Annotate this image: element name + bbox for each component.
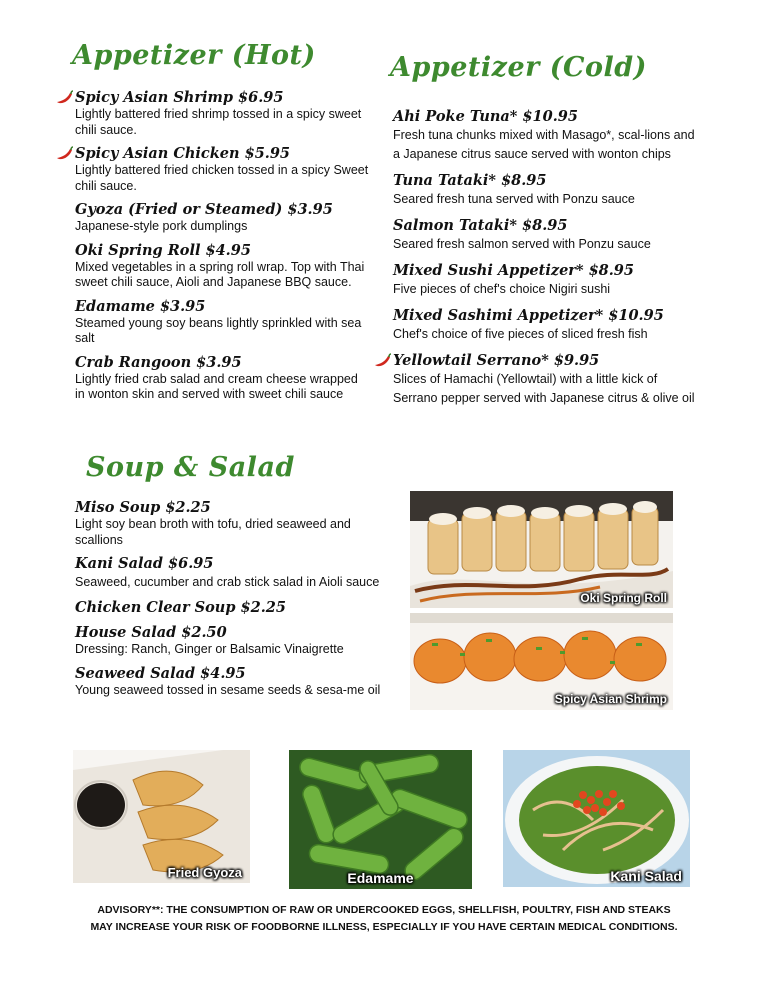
- spring-roll-photo: [410, 491, 673, 608]
- menu-item: [393, 107, 698, 164]
- item-name: Crab Rangoon $3.95: [75, 353, 242, 371]
- item-description: Light soy bean broth with tofu, dried seaweed and scallions: [75, 517, 351, 547]
- menu-item: [75, 598, 385, 617]
- photo-caption: Kani Salad: [610, 868, 682, 884]
- item-description: Steamed young soy beans lightly sprinkled with sea salt: [75, 315, 362, 345]
- item-description: Chef's choice of five pieces of sliced fresh fish: [393, 327, 648, 341]
- item-name: Ahi Poke Tuna* $10.95: [393, 108, 578, 125]
- item-description: Dressing: Ranch, Ginger or Balsamic Vinaigrette: [75, 642, 344, 656]
- hot-appetizer-list: [75, 88, 370, 409]
- menu-item: [393, 171, 698, 209]
- menu-item: [75, 297, 370, 347]
- item-name: Oki Spring Roll $4.95: [75, 241, 251, 259]
- item-description: Slices of Hamachi (Yellowtail) with a little kick of Serrano pepper served with Japanese citrus & olive oil: [393, 372, 695, 405]
- chili-pepper-icon: [56, 90, 74, 106]
- item-name: Salmon Tataki* $8.95: [393, 217, 568, 234]
- menu-item: [75, 200, 370, 235]
- chili-pepper-icon: [56, 146, 74, 162]
- photo-caption: Spicy Asian Shrimp: [554, 692, 667, 706]
- item-name: Chicken Clear Soup $2.25: [75, 599, 286, 616]
- item-description: Young seaweed tossed in sesame seeds & sesa-me oil: [75, 682, 381, 697]
- item-description: Seared fresh tuna served with Ponzu sauce: [393, 192, 635, 206]
- kani-salad-photo: [503, 750, 690, 887]
- item-name: Seaweed Salad $4.95: [75, 664, 246, 682]
- appetizer-cold-title: Appetizer (Cold): [390, 52, 647, 83]
- menu-item: [393, 351, 698, 408]
- menu-item: [75, 144, 370, 194]
- advisory-line-2: MAY INCREASE YOUR RISK OF FOODBORNE ILLNESS, ESPECIALLY IF YOU HAVE CERTAIN MEDICAL CONDITIONS.: [90, 921, 678, 933]
- menu-item: [75, 554, 385, 592]
- cold-appetizer-list: [393, 107, 698, 414]
- item-name: Spicy Asian Chicken $5.95: [75, 145, 291, 162]
- item-description: Fresh tuna chunks mixed with Masago*, scal-lions and a Japanese citrus sauce served with wonton chips: [393, 128, 695, 161]
- item-name: Spicy Asian Shrimp $6.95: [75, 89, 284, 106]
- item-name: Mixed Sashimi Appetizer* $10.95: [393, 307, 664, 324]
- soup-salad-list: [75, 498, 385, 704]
- item-name: Yellowtail Serrano* $9.95: [393, 352, 600, 369]
- edamame-photo: [289, 750, 472, 889]
- fried-gyoza-photo: [73, 750, 250, 883]
- gyoza-illustration: [73, 750, 250, 883]
- menu-item: [393, 216, 698, 254]
- menu-item: [75, 664, 385, 699]
- item-description: Lightly battered fried shrimp tossed in a spicy sweet chili sauce.: [75, 107, 362, 137]
- menu-item: [75, 623, 385, 658]
- item-name: Kani Salad $6.95: [75, 555, 214, 572]
- menu-item: [75, 353, 370, 403]
- menu-item: [75, 88, 370, 138]
- menu-item: [75, 241, 370, 291]
- spicy-shrimp-photo: [410, 613, 673, 710]
- chili-pepper-icon: [374, 353, 392, 369]
- kani-salad-illustration: [503, 750, 690, 887]
- item-description: Mixed vegetables in a spring roll wrap. Top with Thai sweet chili sauce, Aioli and Japanese BBQ sauce.: [75, 259, 365, 289]
- item-description: Japanese-style pork dumplings: [75, 219, 248, 233]
- edamame-illustration: [289, 750, 472, 889]
- menu-item: [393, 261, 698, 299]
- advisory-notice: [0, 902, 768, 936]
- photo-caption: Oki Spring Roll: [580, 591, 667, 605]
- item-description: Seared fresh salmon served with Ponzu sauce: [393, 237, 651, 251]
- item-name: Edamame $3.95: [75, 297, 206, 315]
- menu-item: [75, 498, 385, 548]
- item-description: Five pieces of chef's choice Nigiri sushi: [393, 282, 611, 296]
- item-name: Tuna Tataki* $8.95: [393, 172, 547, 189]
- item-name: Miso Soup $2.25: [75, 499, 211, 516]
- item-name: Mixed Sushi Appetizer* $8.95: [393, 262, 634, 279]
- item-description: Seaweed, cucumber and crab stick salad in Aioli sauce: [75, 575, 380, 589]
- item-description: Lightly battered fried chicken tossed in a spicy Sweet chili sauce.: [75, 163, 369, 193]
- advisory-line-1: ADVISORY**: THE CONSUMPTION OF RAW OR UNDERCOOKED EGGS, SHELLFISH, POULTRY, FISH AND STEAKS: [97, 904, 671, 916]
- item-name: House Salad $2.50: [75, 624, 227, 641]
- item-name: Gyoza (Fried or Steamed) $3.95: [75, 201, 333, 218]
- photo-caption: Fried Gyoza: [167, 865, 242, 880]
- appetizer-hot-title: Appetizer (Hot): [72, 40, 316, 71]
- soup-salad-title: Soup & Salad: [86, 452, 295, 483]
- photo-caption: Edamame: [347, 870, 414, 886]
- item-description: Lightly fried crab salad and cream cheese wrapped in wonton skin and served with sweet chili sauce: [75, 371, 358, 401]
- menu-item: [393, 306, 698, 344]
